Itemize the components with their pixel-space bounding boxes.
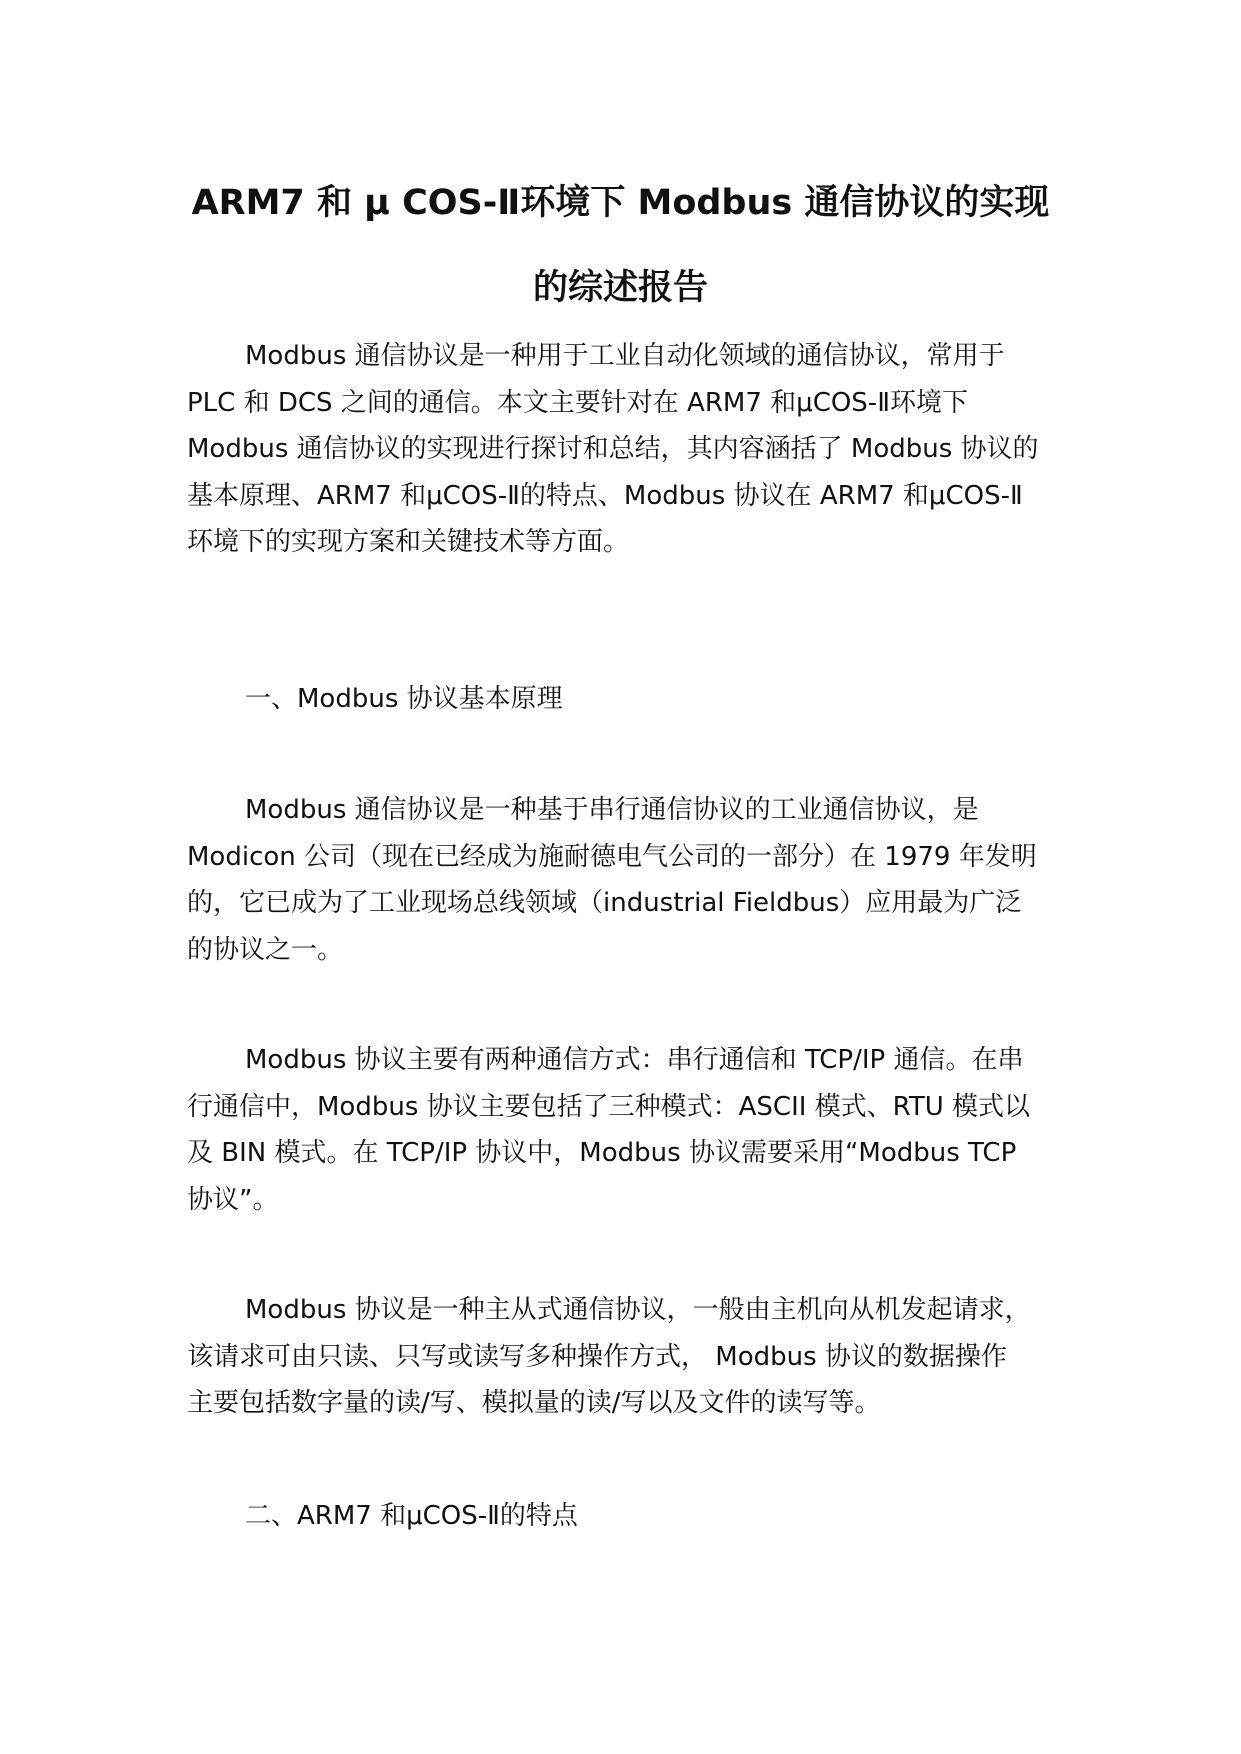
paragraph-line: Modbus 通信协议是一种用于工业自动化领域的通信协议，常用于 bbox=[245, 341, 1005, 371]
paragraph-line: 及 BIN 模式。在 TCP/IP 协议中，Modbus 协议需要采用“Modbus TCP bbox=[187, 1138, 1017, 1168]
section-2-heading: 二、ARM7 和μCOS-Ⅱ的特点 bbox=[245, 1501, 578, 1531]
paragraph-line: 行通信中，Modbus 协议主要包括了三种模式：ASCII 模式、RTU 模式以 bbox=[187, 1091, 1031, 1122]
paragraph-line: Modbus 通信协议是一种基于串行通信协议的工业通信协议，是 bbox=[245, 795, 979, 825]
paragraph-line: 环境下的实现方案和关键技术等方面。 bbox=[187, 527, 630, 557]
paragraph-line: 的，它已成为了工业现场总线领域（industrial Fieldbus）应用最为广泛 bbox=[187, 888, 1022, 918]
paragraph-line: 的协议之一。 bbox=[187, 934, 344, 965]
paragraph-line: 主要包括数字量的读/写、模拟量的读/写以及文件的读写等。 bbox=[187, 1388, 881, 1418]
document-title-line-2: 的综述报告 bbox=[532, 268, 708, 308]
paragraph-line: 基本原理、ARM7 和μCOS-Ⅱ的特点、Modbus 协议在 ARM7 和μCOS-Ⅱ bbox=[187, 480, 1023, 511]
document-title-line-1: ARM7 和 μ COS-Ⅱ环境下 Modbus 通信协议的实现 bbox=[191, 183, 1050, 223]
paragraph-line: Modbus 协议是一种主从式通信协议，一般由主机向从机发起请求， bbox=[245, 1295, 1031, 1325]
paragraph-line: Modicon 公司（现在已经成为施耐德电气公司的一部分）在 1979 年发明 bbox=[187, 841, 1037, 872]
paragraph-line: 该请求可由只读、只写或读写多种操作方式， Modbus 协议的数据操作 bbox=[187, 1341, 1007, 1372]
body-paragraph-2 bbox=[187, 1037, 1067, 1223]
paragraph-line: Modbus 通信协议的实现进行探讨和总结，其内容涵括了 Modbus 协议的 bbox=[187, 434, 1039, 464]
body-paragraph-1 bbox=[187, 787, 1067, 973]
paragraph-line: PLC 和 DCS 之间的通信。本文主要针对在 ARM7 和μCOS-Ⅱ环境下 bbox=[187, 387, 968, 418]
section-1-heading: 一、Modbus 协议基本原理 bbox=[245, 684, 563, 714]
body-paragraph-3 bbox=[187, 1287, 1067, 1427]
paragraph-line: Modbus 协议主要有两种通信方式：串行通信和 TCP/IP 通信。在串 bbox=[245, 1045, 1024, 1075]
intro-paragraph bbox=[187, 333, 1067, 566]
paragraph-line: 协议”。 bbox=[187, 1184, 279, 1215]
